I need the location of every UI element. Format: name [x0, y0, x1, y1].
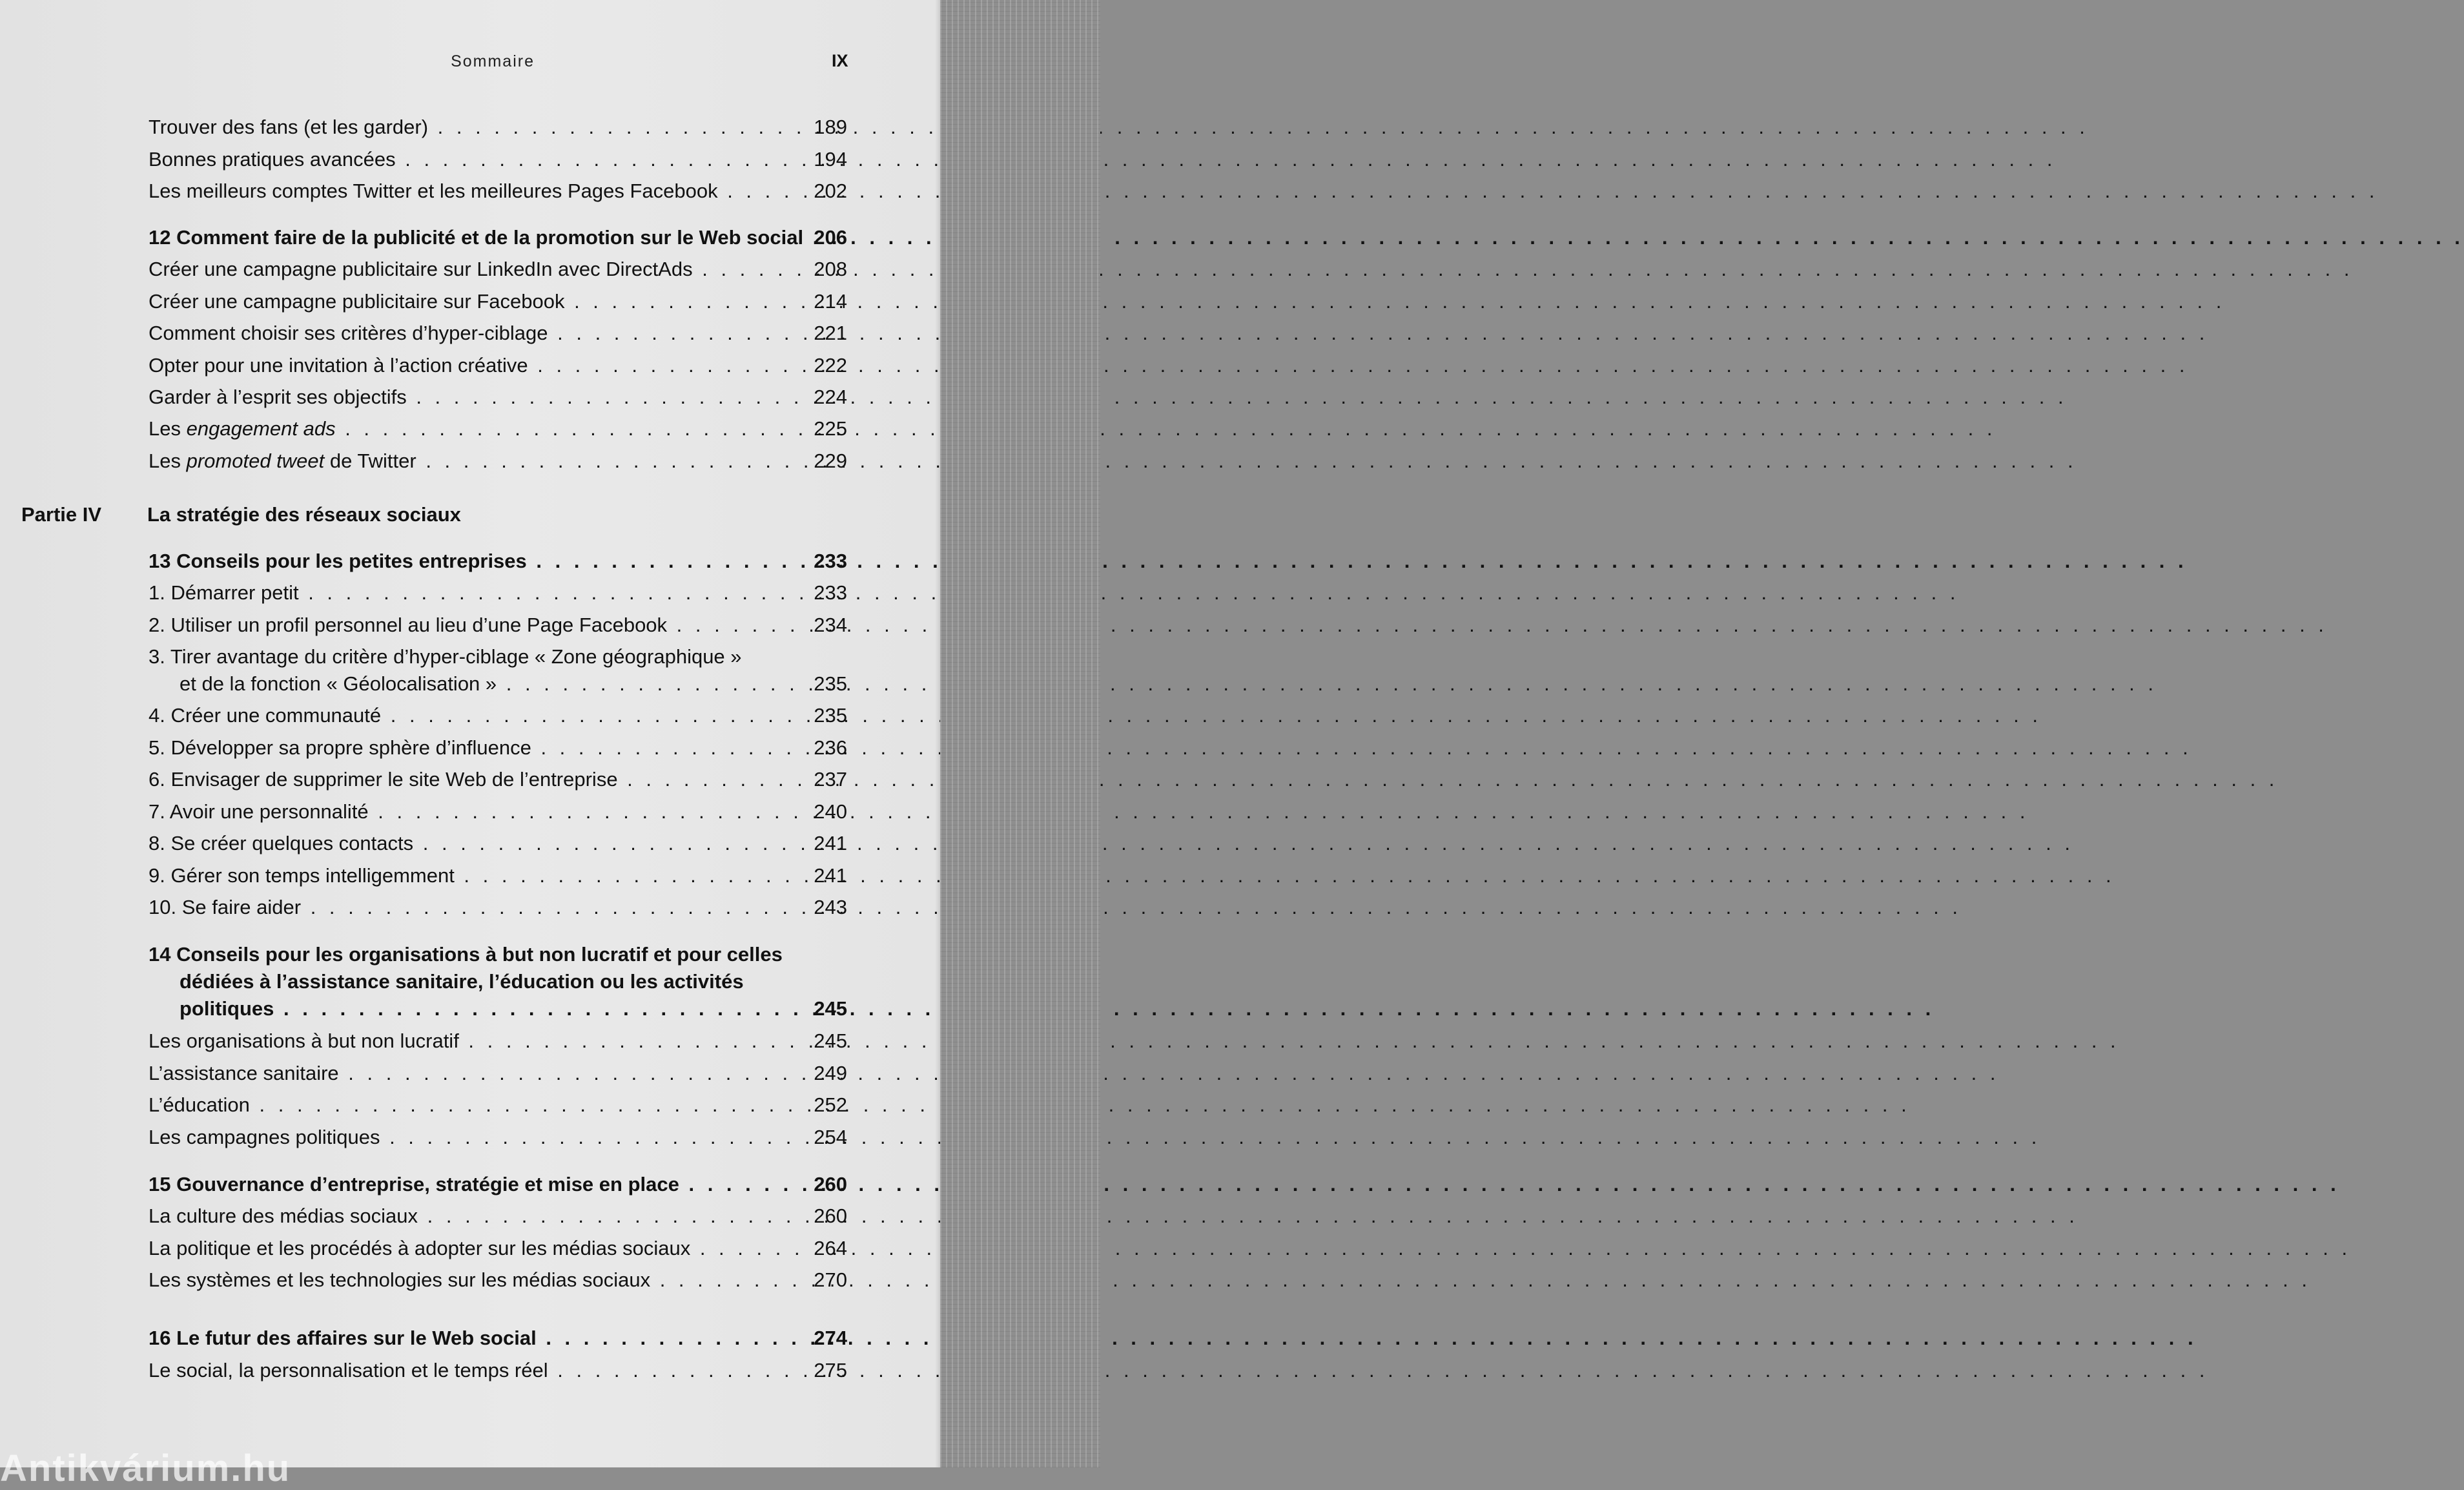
toc-entry — [0, 1266, 940, 1298]
toc-entry — [0, 1234, 940, 1267]
toc-entry-title: Les promoted tweet de Twitter . . . — [149, 447, 774, 475]
toc-entry-title: 4. Créer une communauté . . . — [149, 701, 774, 730]
toc-entry-title: La politique et les procédés à adopter sur les médias sociaux . . . — [149, 1234, 774, 1263]
toc-chapter-page: 274 — [814, 1327, 847, 1349]
running-header-title: Sommaire — [451, 52, 535, 70]
toc-entry-title: L’assistance sanitaire . . . — [149, 1059, 774, 1088]
toc-entry — [0, 319, 940, 351]
toc-chapter-page: 260 — [814, 1173, 847, 1195]
toc-entry-page: 252 — [814, 1093, 847, 1116]
toc-entry-page: 229 — [814, 450, 847, 472]
toc-entry-title: 8. Se créer quelques contacts . . . — [149, 829, 774, 858]
toc-entry — [0, 383, 940, 415]
toc-entry-page: 208 — [814, 258, 847, 280]
toc-entry-page: 245 — [814, 1030, 847, 1052]
toc-chapter-title: dédiées à l’assistance sanitaire, l’éducation ou les activités — [180, 970, 744, 993]
toc-entry-page: 254 — [814, 1126, 847, 1148]
toc-entry — [0, 415, 940, 447]
toc-entry-page: 236 — [814, 736, 847, 759]
toc-part-heading — [0, 501, 940, 533]
toc-entry-title: 6. Envisager de supprimer le site Web de l’entreprise . . . — [149, 765, 774, 794]
toc-entry-page: 234 — [814, 614, 847, 636]
toc-chapter-page: 233 — [814, 550, 847, 572]
toc-entry-title: Trouver des fans (et les garder) . . . — [149, 113, 774, 141]
toc-entry-title: Les organisations à but non lucratif . . . — [149, 1027, 774, 1055]
toc-entry-page: 275 — [814, 1359, 847, 1381]
toc-entry-title: 2. Utiliser un profil personnel au lieu d’une Page Facebook . . . — [149, 611, 774, 639]
toc-entry-page: 189 — [814, 116, 847, 138]
toc-entry-page: 249 — [814, 1062, 847, 1084]
toc-entry-title: Les campagnes politiques . . . — [149, 1123, 774, 1152]
toc-entry — [0, 255, 940, 287]
toc-entry — [0, 1059, 940, 1092]
toc-entry-page: 194 — [814, 148, 847, 171]
toc-entry-title: L’éducation . . . — [149, 1091, 774, 1119]
toc-entry-title: Créer une campagne publicitaire sur LinkedIn avec DirectAds . . . — [149, 255, 774, 284]
toc-entry — [0, 579, 940, 611]
toc-entry-page: 237 — [814, 768, 847, 791]
book-page — [0, 0, 940, 1489]
toc-entry-title: Les systèmes et les technologies sur les médias sociaux . . . — [149, 1266, 774, 1294]
toc-entry-page: 221 — [814, 322, 847, 344]
toc-entry — [0, 113, 940, 145]
toc-entry-title: La culture des médias sociaux . . . — [149, 1202, 774, 1230]
toc-entry-page: 241 — [814, 832, 847, 854]
toc-entry — [0, 1202, 940, 1234]
toc-chapter — [0, 223, 940, 256]
toc-entry-page: 233 — [814, 581, 847, 604]
toc-chapter — [0, 547, 940, 579]
toc-entry — [0, 734, 940, 766]
toc-entry-page: 225 — [814, 417, 847, 440]
toc-entry — [0, 177, 940, 209]
toc-entry-title: Les engagement ads . . . — [149, 415, 774, 443]
toc-entry — [0, 670, 940, 702]
toc-entry — [0, 701, 940, 734]
background-fabric — [940, 0, 1100, 1467]
toc-entry-page: 222 — [814, 354, 847, 377]
toc-chapter — [0, 1170, 940, 1203]
toc-entry — [0, 1091, 940, 1123]
toc-entry — [0, 1356, 940, 1389]
toc-entry-title: Le social, la personnalisation et le temps réel . . . — [149, 1356, 774, 1385]
toc-entry — [0, 1123, 940, 1155]
part-title: La stratégie des réseaux sociaux — [147, 503, 461, 526]
toc-entry-title: Les meilleurs comptes Twitter et les meilleures Pages Facebook . . . — [149, 177, 774, 205]
toc-entry-page: 240 — [814, 800, 847, 823]
toc-entry-title: Garder à l’esprit ses objectifs . . . — [149, 383, 774, 411]
toc-chapter-title: 12 Comment faire de la publicité et de la promotion sur le Web social . . . — [149, 223, 794, 252]
toc-entry — [0, 862, 940, 894]
part-label: Partie IV — [21, 503, 102, 526]
toc-entry — [0, 611, 940, 643]
toc-entry-page: 202 — [814, 180, 847, 202]
toc-chapter-title: 13 Conseils pour les petites entreprises . . . — [149, 547, 774, 575]
toc-entry-title: Bonnes pratiques avancées . . . — [149, 145, 774, 174]
toc-entry — [0, 893, 940, 926]
toc-entry-title: 7. Avoir une personnalité . . . — [149, 798, 774, 826]
toc-entry-page: 270 — [814, 1268, 847, 1291]
toc-chapter-title: 16 Le futur des affaires sur le Web social . . . — [149, 1324, 774, 1352]
toc-entry-title: Opter pour une invitation à l’action créative . . . — [149, 351, 774, 380]
toc-chapter-title: 14 Conseils pour les organisations à but non lucratif et pour celles — [149, 943, 783, 966]
toc-entry — [0, 287, 940, 320]
toc-entry — [0, 145, 940, 178]
running-header-page-number: IX — [832, 51, 848, 70]
toc-entry-page: 264 — [814, 1237, 847, 1259]
toc-entry-title: Créer une campagne publicitaire sur Facebook . . . — [149, 287, 774, 316]
toc-entry-page: 241 — [814, 864, 847, 887]
toc-entry-title: 3. Tirer avantage du critère d’hyper-ciblage « Zone géographique » — [149, 645, 742, 668]
toc-entry-page: 214 — [814, 290, 847, 313]
toc-chapter-page: 206 — [814, 226, 847, 249]
toc-entry-title: 5. Développer sa propre sphère d’influence . . . — [149, 734, 774, 762]
watermark: Antikvárium.hu — [0, 1447, 291, 1489]
toc-entry-page: 235 — [814, 672, 847, 695]
toc-chapter — [0, 1324, 940, 1356]
toc-entry — [0, 351, 940, 384]
toc-entry — [0, 1027, 940, 1059]
toc-chapter — [0, 995, 940, 1027]
toc-entry-page: 243 — [814, 896, 847, 918]
toc-entry — [0, 798, 940, 830]
toc-entry-page: 224 — [814, 386, 847, 408]
toc-entry — [0, 829, 940, 862]
toc-entry — [0, 765, 940, 798]
toc-entry-title: et de la fonction « Géolocalisation » . . . — [149, 670, 774, 698]
toc-entry-title: 10. Se faire aider . . . — [149, 893, 774, 922]
toc-entry — [0, 447, 940, 479]
toc-chapter-page: 245 — [814, 997, 847, 1020]
toc-entry-title: Comment choisir ses critères d’hyper-ciblage . . . — [149, 319, 774, 347]
toc-entry-title: 1. Démarrer petit . . . — [149, 579, 774, 607]
toc-entry-page: 235 — [814, 704, 847, 727]
toc-entry-page: 260 — [814, 1205, 847, 1227]
toc-entry-title: 9. Gérer son temps intelligemment . . . — [149, 862, 774, 890]
toc-chapter-title: 15 Gouvernance d’entreprise, stratégie et mise en place . . . — [149, 1170, 774, 1199]
toc-chapter-title: politiques . . . — [149, 995, 774, 1023]
